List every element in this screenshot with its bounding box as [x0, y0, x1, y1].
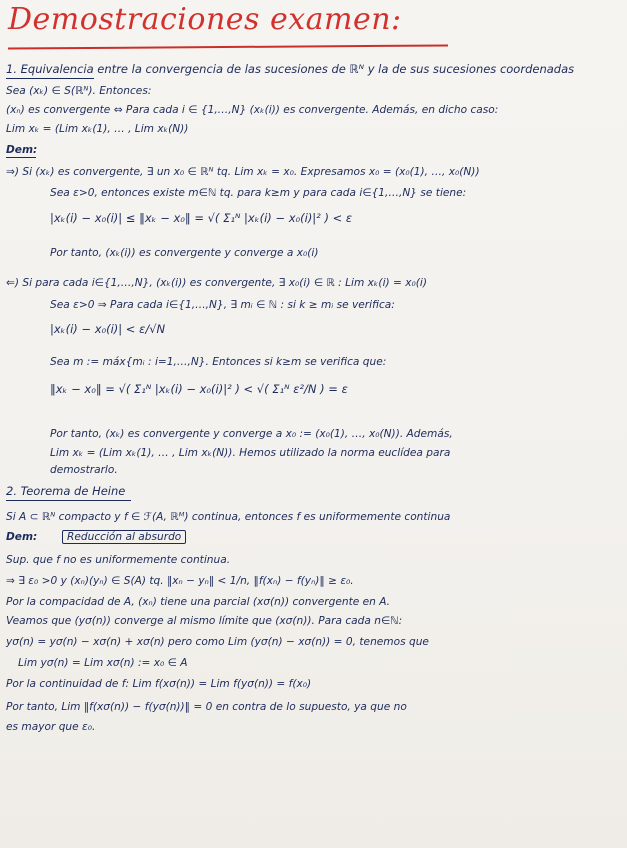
text-line: Por la continuidad de f: Lim f(xσ(n)) = Lim f(yσ(n)) = f(x₀) — [6, 678, 312, 690]
text-line: Lim yσ(n) = Lim xσ(n) := x₀ ∈ A — [18, 657, 188, 669]
text-line: (xₙ) es convergente ⇔ Para cada i ∈ {1,…,N} (xₖ(i)) es convergente. Además, en dicho caso: — [6, 104, 499, 116]
section-1-heading-underline — [6, 78, 94, 79]
text-line: demostrarlo. — [50, 464, 118, 476]
text-line: Sea m := máx{mᵢ : i=1,…,N}. Entonces si k≥m se verifica que: — [50, 356, 387, 368]
text-line: ⇐) Si para cada i∈{1,…,N}, (xₖ(i)) es convergente, ∃ x₀(i) ∈ ℝ : Lim xₖ(i) = x₀(i) — [6, 277, 427, 289]
dem-label: Dem: — [6, 531, 38, 543]
section-2-heading-underline — [6, 500, 131, 501]
section-2-heading: 2. Teorema de Heine — [6, 484, 126, 498]
text-line: Lim xₖ = (Lim xₖ(1), … , Lim xₖ(N)). Hemos utilizado la norma euclídea para — [50, 447, 451, 459]
section-1-heading: 1. Equivalencia entre la convergencia de las sucesiones de ℝᴺ y la de sus sucesiones coordenadas — [6, 62, 575, 76]
text-line: ⇒) Si (xₖ) es convergente, ∃ un x₀ ∈ ℝᴺ tq. Lim xₖ = x₀. Expresamos x₀ = (x₀(1), …, x₀(N)) — [6, 166, 480, 178]
dem-label: Dem: — [6, 144, 38, 156]
text-line: Sup. que f no es uniformemente continua. — [6, 554, 231, 566]
text-line: Por tanto, (xₖ) es convergente y converge a x₀ := (x₀(1), …, x₀(N)). Además, — [50, 428, 453, 440]
page-title: Demostraciones examen: — [8, 2, 402, 37]
text-line: Veamos que (yσ(n)) converge al mismo límite que (xσ(n)). Para cada n∈ℕ: — [6, 615, 403, 627]
formula-line: |xₖ(i) − x₀(i)| < ε/√N — [50, 322, 166, 336]
text-line: Sea ε>0 ⇒ Para cada i∈{1,…,N}, ∃ mᵢ ∈ ℕ : si k ≥ mᵢ se verifica: — [50, 299, 395, 311]
text-line: ⇒ ∃ ε₀ >0 y (xₙ)(yₙ) ∈ S(A) tq. ‖xₙ − yₙ‖ < 1/n, ‖f(xₙ) − f(yₙ)‖ ≥ ε₀. — [6, 575, 354, 587]
text-line: Sea (xₖ) ∈ S(ℝᴺ). Entonces: — [6, 85, 152, 97]
reduction-absurd-box: Reducción al absurdo — [62, 530, 186, 544]
dem-underline — [6, 157, 36, 158]
text-line: Si A ⊂ ℝᴺ compacto y f ∈ ℱ(A, ℝᴹ) continua, entonces f es uniformemente continua — [6, 511, 451, 523]
text-line: yσ(n) = yσ(n) − xσ(n) + xσ(n) pero como Lim (yσ(n) − xσ(n)) = 0, tenemos que — [6, 636, 429, 648]
formula-line: ‖xₖ − x₀‖ = √( Σ₁ᴺ |xₖ(i) − x₀(i)|² ) < √( Σ₁ᴺ ε²/N ) = ε — [50, 382, 348, 396]
text-line: Por la compacidad de A, (xₙ) tiene una parcial (xσ(n)) convergente en A. — [6, 596, 391, 608]
text-line: Lim xₖ = (Lim xₖ(1), … , Lim xₖ(N)) — [6, 123, 189, 135]
text-line: Por tanto, Lim ‖f(xσ(n)) − f(yσ(n))‖ = 0 en contra de lo supuesto, ya que no — [6, 701, 407, 713]
text-line: es mayor que ε₀. — [6, 721, 96, 733]
title-underline — [8, 44, 448, 49]
formula-line: |xₖ(i) − x₀(i)| ≤ ‖xₖ − x₀‖ = √( Σ₁ᴺ |xₖ(i) − x₀(i)|² ) < ε — [50, 211, 353, 225]
text-line: Sea ε>0, entonces existe m∈ℕ tq. para k≥m y para cada i∈{1,…,N} se tiene: — [50, 187, 467, 199]
text-line: Por tanto, (xₖ(i)) es convergente y converge a x₀(i) — [50, 247, 319, 259]
boxed-note — [62, 530, 186, 544]
